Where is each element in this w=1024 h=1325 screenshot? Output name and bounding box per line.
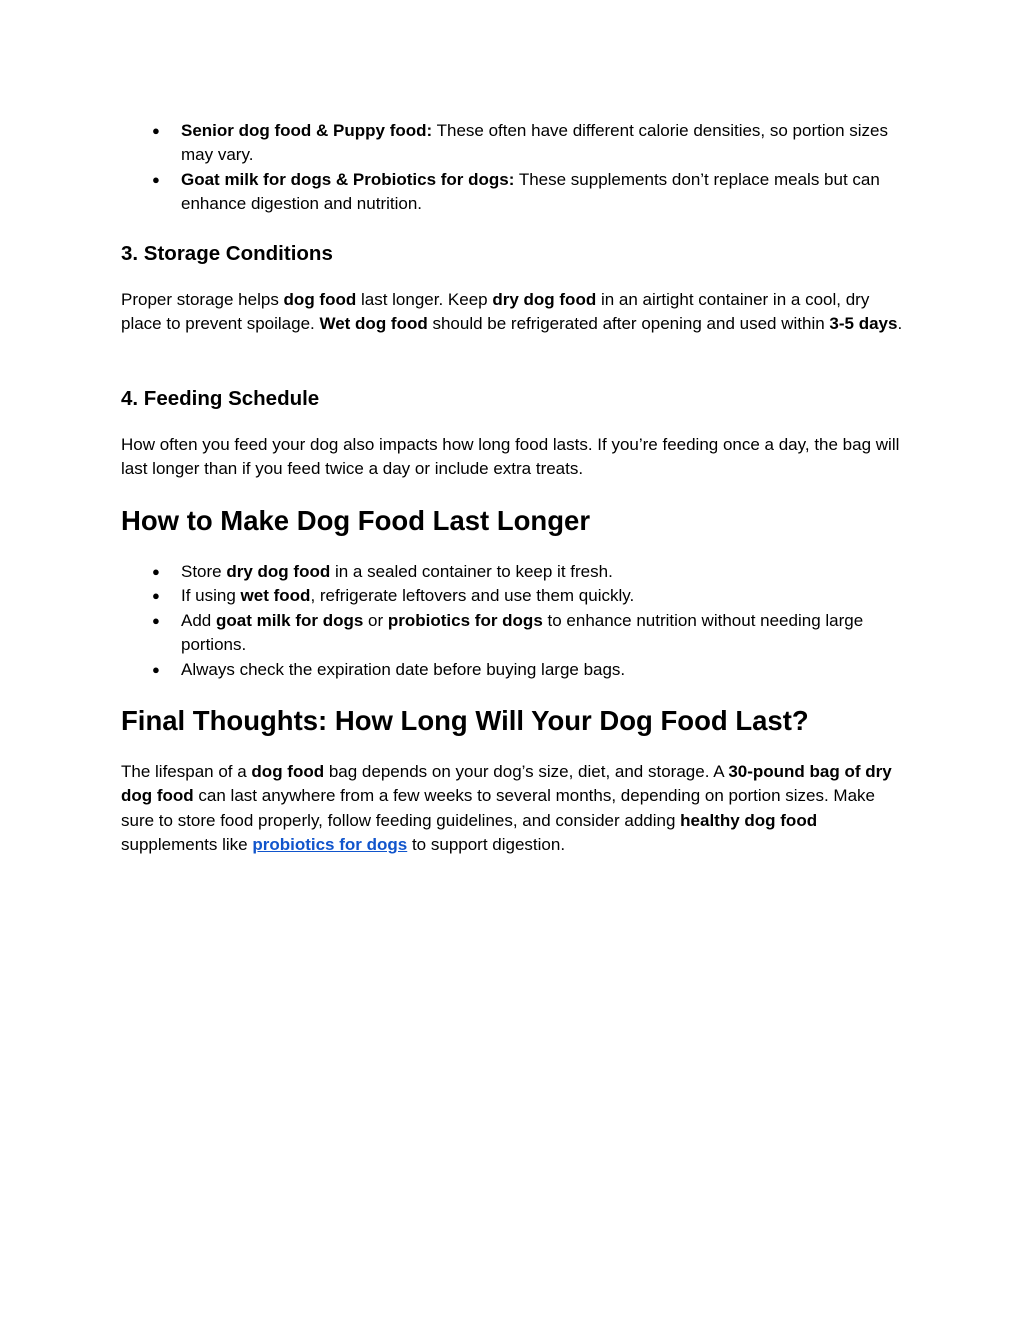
top-bullet-list [121, 119, 911, 217]
bullet-icon: ● [152, 564, 160, 579]
list-item-text: These often have different calorie densities, so portion sizes may vary. [181, 121, 888, 165]
last-longer-list [121, 560, 911, 682]
bullet-icon: ● [152, 123, 160, 138]
list-item: ● Always check the expiration date before buying large bags. [121, 658, 911, 682]
final-paragraph: The lifespan of a dog food bag depends on your dog’s size, diet, and storage. A 30-pound bag of dry dog food can last anywhere from a few weeks to several months, depending on portion sizes. Make sure to store food properly, follow feeding guidelines, and consider adding healthy dog food supplements like probiotics for dogs to support digestion. [121, 762, 892, 855]
list-item: ● Add goat milk for dogs or probiotics for dogs to enhance nutrition without needing large portions. [152, 610, 864, 655]
bullet-icon: ● [152, 661, 160, 677]
list-item: ● Store dry dog food in a sealed container to keep it fresh. [121, 560, 911, 584]
list-item-bold: Goat milk for dogs & Probiotics for dogs: [181, 169, 515, 189]
section-heading-storage: 3. Storage Conditions [121, 242, 333, 265]
list-item [121, 119, 911, 168]
bullet-icon: ● [152, 612, 160, 628]
section-heading-last-longer: How to Make Dog Food Last Longer [121, 505, 591, 536]
storage-paragraph: Proper storage helps dog food last longer. Keep dry dog food in an airtight container in a cool, dry place to prevent spoilage. Wet dog food should be refrigerated after opening and used within 3-5 days. [121, 290, 903, 334]
schedule-paragraph: How often you feed your dog also impacts how long food lasts. If you’re feeding once a day, the bag will last longer than if you feed twice a day or include extra treats. [121, 435, 900, 479]
list-item-bold: Senior dog food & Puppy food: [181, 121, 433, 140]
bullet-icon: ● [152, 588, 160, 604]
list-item: ● If using wet food, refrigerate leftovers and use them quickly. [121, 584, 911, 608]
bullet-icon: ● [152, 171, 160, 187]
section-heading-schedule: 4. Feeding Schedule [121, 387, 320, 410]
list-item-text: These supplements don’t replace meals but can enhance digestion and nutrition. [181, 169, 880, 214]
list-item [121, 168, 911, 217]
section-heading-final-thoughts: Final Thoughts: How Long Will Your Dog Food Last? [121, 705, 809, 736]
probiotics-link[interactable]: probiotics for dogs [252, 835, 408, 855]
